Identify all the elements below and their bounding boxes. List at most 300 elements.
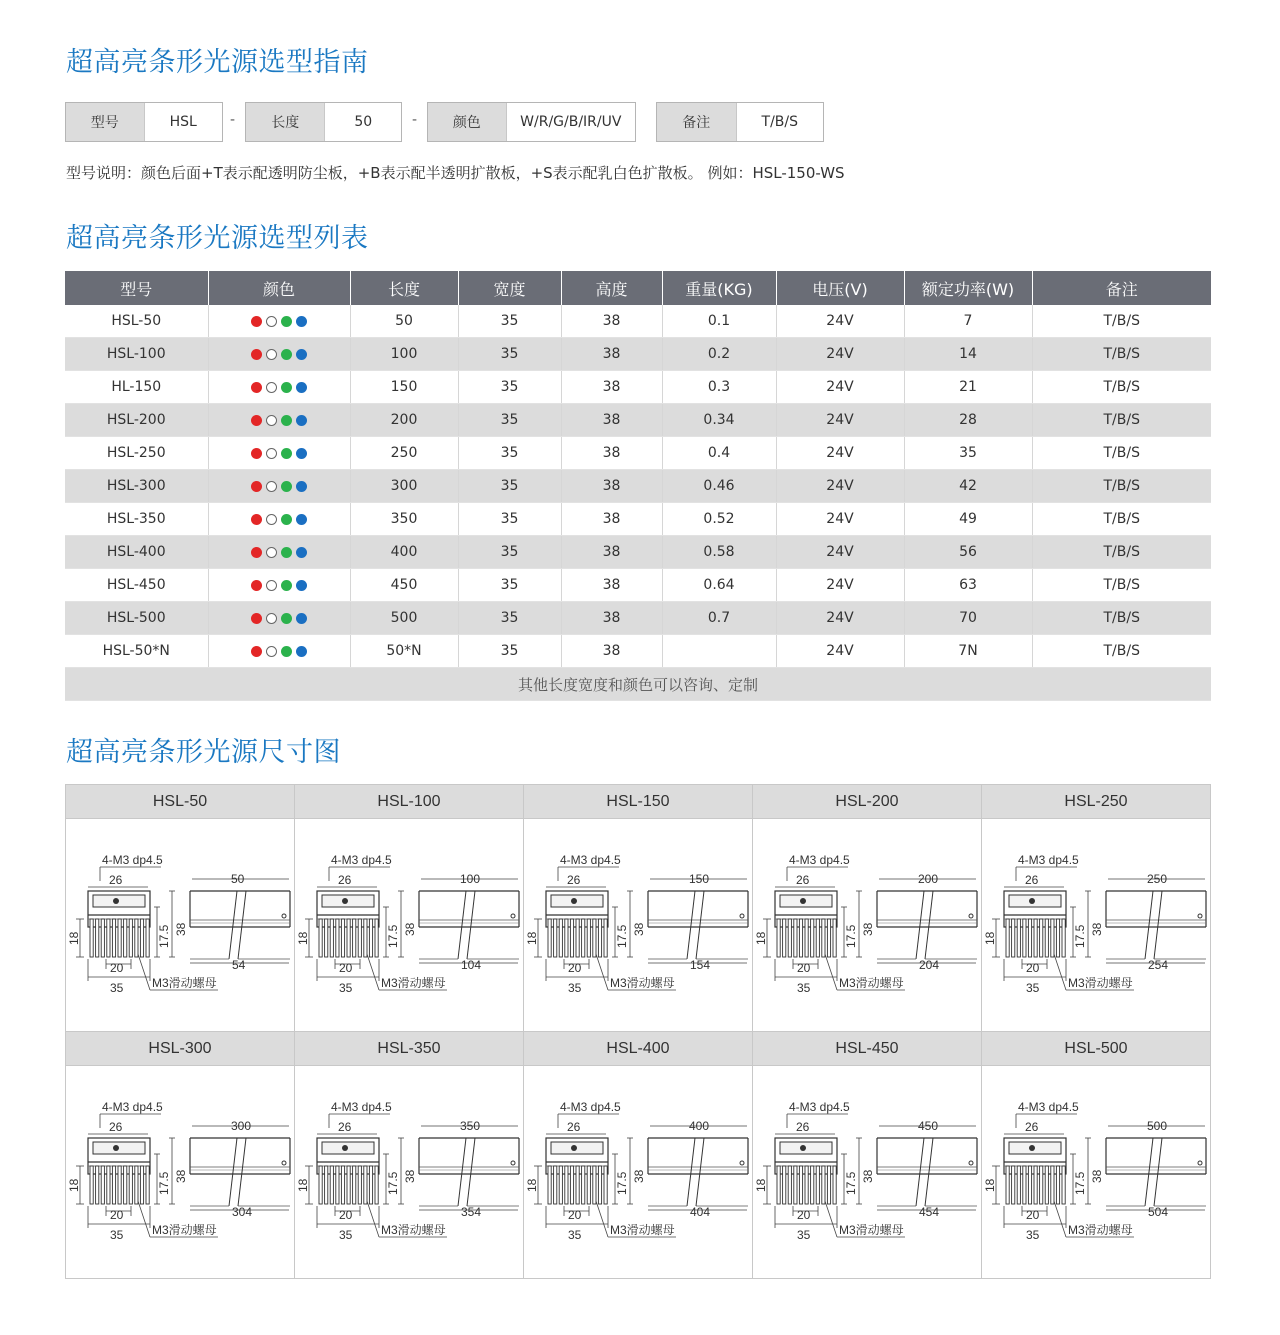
dimension-label: 17.5 — [157, 924, 171, 948]
dimension-model-name: HSL-400 — [524, 1032, 752, 1066]
table-cell: 42 — [904, 470, 1032, 503]
color-dots — [208, 305, 350, 338]
dimension-label: 38 — [174, 1169, 188, 1183]
table-cell: 150 — [350, 371, 458, 404]
table-cell: 0.52 — [662, 503, 776, 536]
color-dot-white — [266, 481, 277, 492]
dimension-label: 20 — [110, 961, 124, 975]
color-dot-green — [281, 316, 292, 327]
dimension-label: 26 — [1025, 1120, 1039, 1134]
dimension-label: 18 — [754, 1178, 768, 1192]
dimension-label: 38 — [861, 1169, 875, 1183]
dimension-label: 304 — [232, 1205, 253, 1219]
color-dots — [208, 602, 350, 635]
table-cell: T/B/S — [1032, 470, 1211, 503]
dimension-label: 50 — [231, 872, 245, 886]
spec-table — [65, 271, 1211, 701]
color-dot-red — [251, 415, 262, 426]
table-cell: 49 — [904, 503, 1032, 536]
table-cell: 0.58 — [662, 536, 776, 569]
table-cell: 0.64 — [662, 569, 776, 602]
table-cell: 38 — [561, 569, 662, 602]
dimension-drawing — [753, 819, 981, 1031]
color-dot-blue — [296, 646, 307, 657]
table-cell: HSL-50*N — [65, 635, 208, 668]
color-dot-white — [266, 316, 277, 327]
color-dot-white — [266, 547, 277, 558]
profile-cross-section — [546, 891, 608, 957]
dimension-label: 18 — [983, 1178, 997, 1192]
table-cell: 38 — [561, 371, 662, 404]
dims-title: 超高亮条形光源尺寸图 — [66, 737, 341, 768]
dimension-label: M3滑动螺母 — [839, 976, 904, 990]
profile-side-view — [419, 872, 519, 972]
table-cell: 35 — [458, 602, 561, 635]
table-cell: 38 — [561, 470, 662, 503]
dimension-label: 4-M3 dp4.5 — [560, 853, 621, 867]
dimension-label: 4-M3 dp4.5 — [102, 853, 163, 867]
dimension-label: 4-M3 dp4.5 — [789, 853, 850, 867]
table-row — [65, 602, 1211, 635]
table-row — [65, 470, 1211, 503]
table-cell: 28 — [904, 404, 1032, 437]
color-dot-white — [266, 349, 277, 360]
column-header: 重量(KG) — [662, 271, 776, 305]
dimension-label: 300 — [231, 1119, 252, 1133]
table-row — [65, 338, 1211, 371]
color-dot-red — [251, 448, 262, 459]
table-cell: HSL-350 — [65, 503, 208, 536]
table-row — [65, 569, 1211, 602]
table-cell: 0.46 — [662, 470, 776, 503]
table-cell: 24V — [776, 602, 904, 635]
table-cell: T/B/S — [1032, 569, 1211, 602]
color-dot-red — [251, 580, 262, 591]
dimension-label: 35 — [568, 1228, 582, 1242]
dimension-label: 26 — [109, 1120, 123, 1134]
table-cell: 200 — [350, 404, 458, 437]
dimension-label: 35 — [797, 981, 811, 995]
table-cell: 7N — [904, 635, 1032, 668]
dimension-label: 35 — [1026, 1228, 1040, 1242]
table-cell — [662, 635, 776, 668]
table-cell: HSL-200 — [65, 404, 208, 437]
color-dot-red — [251, 514, 262, 525]
dimension-label: 26 — [567, 1120, 581, 1134]
table-cell: 38 — [561, 437, 662, 470]
dimension-label: 504 — [1148, 1205, 1169, 1219]
remark-field-label: 备注 — [657, 103, 737, 141]
dimension-label: 18 — [525, 931, 539, 945]
table-cell: 250 — [350, 437, 458, 470]
dimension-label: 20 — [110, 1208, 124, 1222]
table-cell: 0.1 — [662, 305, 776, 338]
table-cell: 38 — [561, 404, 662, 437]
table-row — [65, 503, 1211, 536]
dimension-model-name: HSL-100 — [295, 785, 523, 819]
table-cell: 24V — [776, 503, 904, 536]
dimension-label: 18 — [67, 931, 81, 945]
column-header: 宽度 — [458, 271, 561, 305]
dimension-cell — [982, 785, 1210, 1032]
color-field-label: 颜色 — [428, 103, 507, 141]
dimension-model-name: HSL-150 — [524, 785, 752, 819]
dimension-label: 20 — [1026, 1208, 1040, 1222]
column-header: 长度 — [350, 271, 458, 305]
dimension-label: 104 — [461, 958, 482, 972]
table-cell: 35 — [458, 470, 561, 503]
dimension-label: M3滑动螺母 — [839, 1223, 904, 1237]
table-cell: 500 — [350, 602, 458, 635]
table-cell: 35 — [458, 437, 561, 470]
color-dot-white — [266, 514, 277, 525]
color-dot-blue — [296, 514, 307, 525]
table-cell: 35 — [458, 569, 561, 602]
dimension-label: M3滑动螺母 — [610, 976, 675, 990]
dimension-cell — [295, 1032, 524, 1279]
color-dot-green — [281, 448, 292, 459]
model-field-label: 型号 — [66, 103, 145, 141]
dimension-label: 404 — [690, 1205, 711, 1219]
dimension-label: 26 — [338, 1120, 352, 1134]
table-row — [65, 404, 1211, 437]
dimension-cell — [524, 1032, 753, 1279]
table-cell: 7 — [904, 305, 1032, 338]
dimension-label: 4-M3 dp4.5 — [1018, 853, 1079, 867]
dimension-label: 20 — [797, 961, 811, 975]
table-cell: 38 — [561, 536, 662, 569]
dimension-drawing — [524, 819, 752, 1031]
dimension-model-name: HSL-450 — [753, 1032, 981, 1066]
dimension-model-name: HSL-350 — [295, 1032, 523, 1066]
dimension-label: 17.5 — [386, 924, 400, 948]
color-dots — [208, 404, 350, 437]
profile-side-view — [1106, 1119, 1206, 1219]
profile-side-view — [190, 872, 290, 972]
dimension-label: 26 — [796, 873, 810, 887]
dimension-label: 38 — [403, 922, 417, 936]
dimension-label: 35 — [797, 1228, 811, 1242]
color-dot-white — [266, 646, 277, 657]
dimension-label: 17.5 — [615, 924, 629, 948]
dimension-cell — [295, 785, 524, 1032]
color-dot-blue — [296, 316, 307, 327]
length-field[interactable] — [245, 102, 402, 142]
dimension-drawing — [753, 1066, 981, 1278]
model-field[interactable] — [65, 102, 223, 142]
remark-field[interactable] — [656, 102, 824, 142]
dimension-label: 38 — [632, 1169, 646, 1183]
table-row — [65, 371, 1211, 404]
color-dot-red — [251, 316, 262, 327]
table-cell: 35 — [458, 635, 561, 668]
dimension-label: 4-M3 dp4.5 — [560, 1100, 621, 1114]
color-dot-green — [281, 646, 292, 657]
guide-title: 超高亮条形光源选型指南 — [66, 47, 369, 78]
table-cell: 0.3 — [662, 371, 776, 404]
profile-cross-section — [775, 891, 837, 957]
table-cell: HSL-400 — [65, 536, 208, 569]
model-note: 型号说明：颜色后面+T表示配透明防尘板，+B表示配半透明扩散板，+S表示配乳白色扩散板。 例如：HSL-150-WS — [66, 164, 845, 182]
profile-cross-section — [1004, 891, 1066, 957]
dimension-label: M3滑动螺母 — [152, 1223, 217, 1237]
column-header: 型号 — [65, 271, 208, 305]
dimension-label: M3滑动螺母 — [381, 1223, 446, 1237]
color-dot-red — [251, 613, 262, 624]
column-header: 额定功率(W) — [904, 271, 1032, 305]
dimension-drawing — [982, 1066, 1210, 1278]
profile-cross-section — [775, 1138, 837, 1204]
color-dots — [208, 437, 350, 470]
profile-side-view — [877, 872, 977, 972]
dimension-label: 35 — [339, 981, 353, 995]
dimension-drawing — [295, 1066, 523, 1278]
profile-side-view — [877, 1119, 977, 1219]
dimension-label: 54 — [232, 958, 246, 972]
dimension-label: M3滑动螺母 — [381, 976, 446, 990]
color-dot-blue — [296, 580, 307, 591]
color-dots — [208, 569, 350, 602]
table-cell: T/B/S — [1032, 503, 1211, 536]
dimension-label: 20 — [339, 1208, 353, 1222]
table-cell: 35 — [458, 371, 561, 404]
table-cell: 38 — [561, 635, 662, 668]
color-dots — [208, 371, 350, 404]
table-cell: T/B/S — [1032, 305, 1211, 338]
table-cell: T/B/S — [1032, 602, 1211, 635]
color-dot-white — [266, 448, 277, 459]
dimension-label: 20 — [568, 961, 582, 975]
color-field-value: W/R/G/B/IR/UV — [507, 103, 635, 141]
table-cell: 0.34 — [662, 404, 776, 437]
table-footer-row — [65, 668, 1211, 701]
color-dot-green — [281, 580, 292, 591]
dimension-label: 354 — [461, 1205, 482, 1219]
table-cell: 24V — [776, 404, 904, 437]
table-cell: 24V — [776, 536, 904, 569]
dimension-label: 35 — [110, 981, 124, 995]
dimension-cell — [753, 1032, 982, 1279]
table-cell: 24V — [776, 305, 904, 338]
dimension-label: 38 — [403, 1169, 417, 1183]
color-dot-blue — [296, 349, 307, 360]
profile-side-view — [419, 1119, 519, 1219]
table-cell: 35 — [458, 503, 561, 536]
dimension-drawing — [982, 819, 1210, 1031]
table-footer-note: 其他长度宽度和颜色可以咨询、定制 — [65, 668, 1211, 701]
dimension-label: 4-M3 dp4.5 — [102, 1100, 163, 1114]
color-dot-red — [251, 646, 262, 657]
dimension-label: 17.5 — [844, 1171, 858, 1195]
table-cell: 24V — [776, 371, 904, 404]
table-cell: 24V — [776, 437, 904, 470]
color-dot-red — [251, 349, 262, 360]
dimension-label: 350 — [460, 1119, 481, 1133]
table-cell: T/B/S — [1032, 371, 1211, 404]
profile-side-view — [648, 1119, 748, 1219]
dimension-label: 250 — [1147, 872, 1168, 886]
table-header-row — [65, 271, 1211, 305]
separator-dash: - — [230, 112, 236, 128]
dimension-model-name: HSL-500 — [982, 1032, 1210, 1066]
color-dot-red — [251, 547, 262, 558]
model-field-value: HSL — [145, 103, 223, 141]
dimension-label: 38 — [174, 922, 188, 936]
dimension-label: 26 — [796, 1120, 810, 1134]
color-dot-red — [251, 382, 262, 393]
profile-cross-section — [317, 1138, 379, 1204]
column-header: 颜色 — [208, 271, 350, 305]
table-cell: 450 — [350, 569, 458, 602]
dimension-cell — [753, 785, 982, 1032]
table-cell: HSL-300 — [65, 470, 208, 503]
table-cell: 38 — [561, 503, 662, 536]
dimension-label: 4-M3 dp4.5 — [789, 1100, 850, 1114]
dimension-label: 26 — [338, 873, 352, 887]
dimension-label: 26 — [109, 873, 123, 887]
color-dot-blue — [296, 415, 307, 426]
table-cell: 38 — [561, 338, 662, 371]
table-cell: 14 — [904, 338, 1032, 371]
table-cell: HSL-250 — [65, 437, 208, 470]
dimension-model-name: HSL-250 — [982, 785, 1210, 819]
color-dot-white — [266, 415, 277, 426]
table-row — [65, 536, 1211, 569]
color-dot-green — [281, 481, 292, 492]
table-cell: 35 — [904, 437, 1032, 470]
dimension-label: 38 — [1090, 922, 1104, 936]
dimension-label: 400 — [689, 1119, 710, 1133]
color-dot-green — [281, 382, 292, 393]
profile-side-view — [648, 872, 748, 972]
profile-cross-section — [1004, 1138, 1066, 1204]
dimension-label: 18 — [754, 931, 768, 945]
profile-cross-section — [88, 891, 150, 957]
column-header: 电压(V) — [776, 271, 904, 305]
color-dots — [208, 536, 350, 569]
dimension-label: 35 — [1026, 981, 1040, 995]
color-dot-green — [281, 514, 292, 525]
dimension-label: 35 — [568, 981, 582, 995]
dimension-label: 17.5 — [157, 1171, 171, 1195]
dimension-label: 18 — [67, 1178, 81, 1192]
dimension-label: 18 — [296, 931, 310, 945]
dimension-label: 38 — [1090, 1169, 1104, 1183]
table-cell: 24V — [776, 470, 904, 503]
color-dot-blue — [296, 613, 307, 624]
table-cell: 300 — [350, 470, 458, 503]
color-dot-green — [281, 547, 292, 558]
color-dot-blue — [296, 382, 307, 393]
table-row — [65, 635, 1211, 668]
color-dots — [208, 338, 350, 371]
table-cell: 350 — [350, 503, 458, 536]
color-dot-white — [266, 613, 277, 624]
dimension-label: 4-M3 dp4.5 — [1018, 1100, 1079, 1114]
color-field[interactable] — [427, 102, 636, 142]
color-dots — [208, 635, 350, 668]
table-cell: HSL-450 — [65, 569, 208, 602]
dimension-label: 4-M3 dp4.5 — [331, 1100, 392, 1114]
table-cell: 50 — [350, 305, 458, 338]
profile-side-view — [190, 1119, 290, 1219]
table-cell: 38 — [561, 602, 662, 635]
color-dot-blue — [296, 481, 307, 492]
table-cell: HSL-500 — [65, 602, 208, 635]
color-dot-green — [281, 349, 292, 360]
color-dot-red — [251, 481, 262, 492]
dimension-label: 35 — [110, 1228, 124, 1242]
dimension-label: 20 — [1026, 961, 1040, 975]
table-cell: HL-150 — [65, 371, 208, 404]
profile-cross-section — [546, 1138, 608, 1204]
table-cell: 35 — [458, 305, 561, 338]
dimension-model-name: HSL-300 — [66, 1032, 294, 1066]
dimension-label: M3滑动螺母 — [1068, 1223, 1133, 1237]
dimension-label: M3滑动螺母 — [610, 1223, 675, 1237]
length-field-label: 长度 — [246, 103, 325, 141]
table-cell: T/B/S — [1032, 536, 1211, 569]
table-cell: 63 — [904, 569, 1032, 602]
dimension-label: 26 — [567, 873, 581, 887]
table-cell: HSL-50 — [65, 305, 208, 338]
table-cell: 38 — [561, 305, 662, 338]
dimension-label: 18 — [296, 1178, 310, 1192]
dimension-cell — [66, 785, 295, 1032]
dimension-model-name: HSL-50 — [66, 785, 294, 819]
table-cell: 35 — [458, 536, 561, 569]
dimension-label: 17.5 — [844, 924, 858, 948]
dimension-cell — [982, 1032, 1210, 1279]
table-row — [65, 437, 1211, 470]
dimension-label: 26 — [1025, 873, 1039, 887]
dimension-grid — [65, 784, 1211, 1279]
dimension-label: 200 — [918, 872, 939, 886]
dimension-cell — [66, 1032, 295, 1279]
table-cell: 0.4 — [662, 437, 776, 470]
profile-cross-section — [88, 1138, 150, 1204]
dimension-label: 18 — [525, 1178, 539, 1192]
length-field-value: 50 — [325, 103, 401, 141]
dimension-label: 204 — [919, 958, 940, 972]
table-cell: T/B/S — [1032, 404, 1211, 437]
dimension-label: 100 — [460, 872, 481, 886]
color-dots — [208, 470, 350, 503]
color-dot-green — [281, 613, 292, 624]
table-cell: T/B/S — [1032, 437, 1211, 470]
table-cell: 0.7 — [662, 602, 776, 635]
dimension-label: M3滑动螺母 — [152, 976, 217, 990]
separator-dash: - — [412, 112, 418, 128]
dimension-label: 35 — [339, 1228, 353, 1242]
color-dot-white — [266, 580, 277, 591]
dimension-label: 154 — [690, 958, 711, 972]
dimension-label: 450 — [918, 1119, 939, 1133]
table-cell: 24V — [776, 338, 904, 371]
dimension-label: 150 — [689, 872, 710, 886]
profile-cross-section — [317, 891, 379, 957]
dimension-label: 20 — [568, 1208, 582, 1222]
dimension-label: M3滑动螺母 — [1068, 976, 1133, 990]
table-cell: HSL-100 — [65, 338, 208, 371]
color-dot-blue — [296, 448, 307, 459]
dimension-drawing — [66, 1066, 294, 1278]
table-cell: 21 — [904, 371, 1032, 404]
table-cell: 56 — [904, 536, 1032, 569]
dimension-label: 17.5 — [1073, 1171, 1087, 1195]
dimension-label: 20 — [797, 1208, 811, 1222]
dimension-label: 18 — [983, 931, 997, 945]
